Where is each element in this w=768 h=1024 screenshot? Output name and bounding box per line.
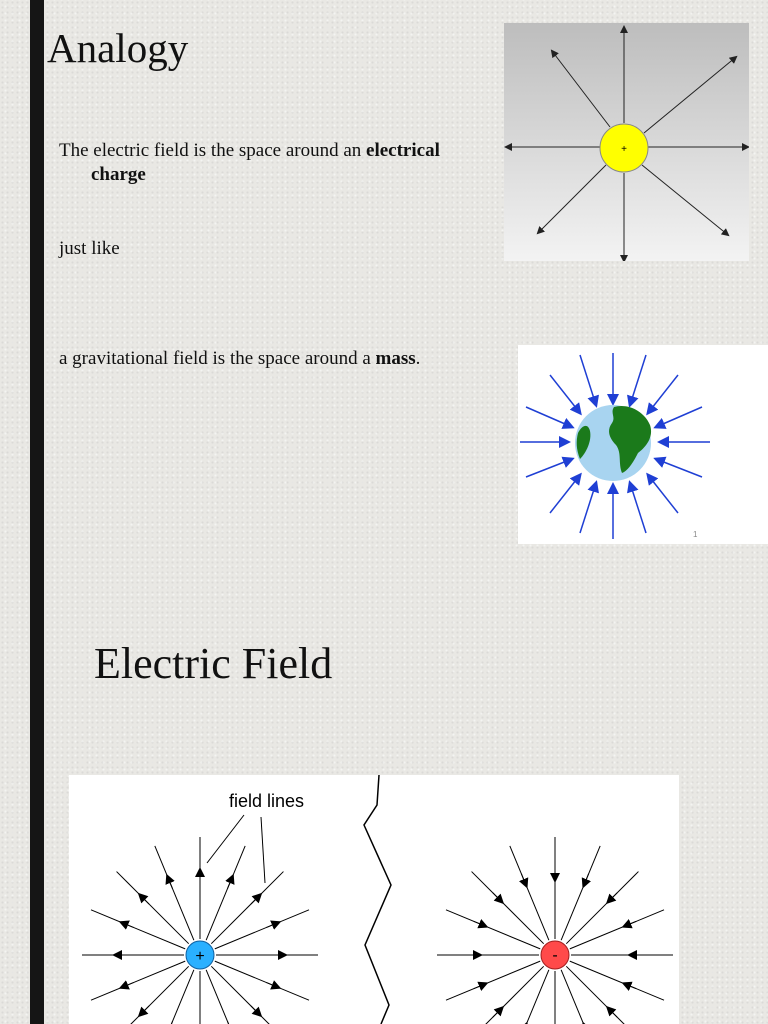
field-arrowhead <box>267 922 280 927</box>
field-line <box>570 961 664 1000</box>
field-line <box>91 961 185 1000</box>
positive-charge-symbol: + <box>195 948 205 965</box>
gravity-text: a gravitational field is the space around a <box>59 348 376 369</box>
field-arrowhead <box>267 983 280 988</box>
point-charge-illustration <box>504 23 749 261</box>
gravity-period: . <box>415 348 421 369</box>
field-line <box>566 872 638 944</box>
field-line <box>510 970 549 1024</box>
positive-field-lines <box>82 837 318 1024</box>
field-line <box>570 910 664 949</box>
field-arrowhead <box>521 874 526 887</box>
field-arrowhead <box>607 1007 617 1017</box>
just-like-text: just like <box>59 238 120 259</box>
zigzag-separator <box>364 775 391 1024</box>
field-line <box>155 846 194 940</box>
field-arrowhead <box>228 876 233 889</box>
electric-field-definition <box>59 139 499 187</box>
field-line <box>215 961 309 1000</box>
label-pointer-2 <box>261 817 265 883</box>
slide-sidebar-bar <box>30 0 44 1024</box>
field-line <box>206 970 245 1024</box>
field-arrowhead <box>121 922 134 927</box>
field-line <box>117 872 189 944</box>
field-arrowhead <box>607 893 617 903</box>
negative-field-lines <box>437 837 673 1024</box>
definition-text: The electric field is the space around an <box>59 140 367 161</box>
definition-bold-term: electrical <box>366 140 440 161</box>
field-arrowhead <box>493 893 503 903</box>
field-line <box>215 910 309 949</box>
field-line <box>91 910 185 949</box>
field-line <box>446 910 540 949</box>
definition-bold-term-2: charge <box>91 164 146 185</box>
field-arrowhead <box>167 876 172 889</box>
field-line <box>446 961 540 1000</box>
field-arrowhead <box>251 1006 261 1016</box>
field-arrowhead <box>474 983 487 988</box>
field-arrowhead <box>121 983 134 988</box>
field-arrowhead <box>583 874 588 887</box>
field-arrowhead <box>139 1006 149 1016</box>
slide-title: Analogy <box>47 25 189 71</box>
gravitational-field-definition <box>59 347 509 371</box>
field-arrowhead <box>623 983 636 988</box>
field-line <box>510 846 549 940</box>
section-title: Electric Field <box>94 639 333 688</box>
field-line <box>211 872 283 944</box>
field-arrowhead <box>623 921 636 926</box>
field-arrowhead <box>493 1007 503 1017</box>
field-line <box>561 846 600 940</box>
earth-gravity-illustration <box>518 345 768 544</box>
field-arrowhead <box>139 894 149 904</box>
field-line <box>206 846 245 940</box>
charge-plus-symbol: + <box>621 144 627 155</box>
field-arrowhead <box>251 894 261 904</box>
field-lines-diagram <box>69 775 679 1024</box>
field-line <box>561 970 600 1024</box>
field-line <box>472 872 544 944</box>
label-pointer-1 <box>207 815 244 863</box>
image-caption-number: 1 <box>693 530 698 539</box>
field-lines-label: field lines <box>229 791 305 811</box>
field-line <box>155 970 194 1024</box>
gravity-bold-term: mass <box>375 348 416 369</box>
negative-charge-symbol: - <box>552 947 558 964</box>
field-arrowhead <box>474 921 487 926</box>
